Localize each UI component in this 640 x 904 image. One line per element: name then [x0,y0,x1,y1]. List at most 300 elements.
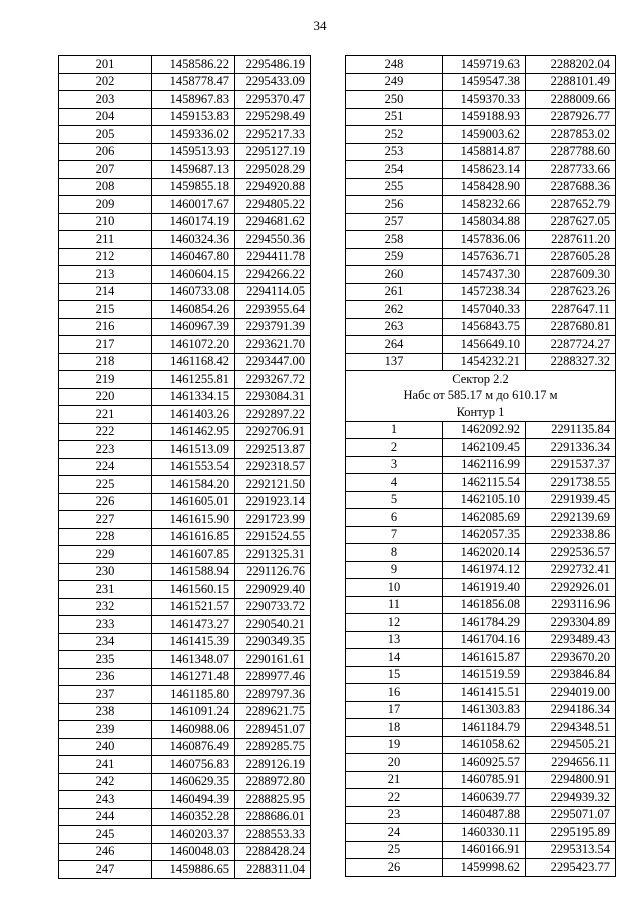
x-coordinate-cell: 1460203.37 [152,826,235,844]
y-coordinate-cell: 2287627.05 [526,213,616,231]
point-number-cell: 17 [346,701,443,719]
y-coordinate-cell: 2294019.00 [526,684,616,702]
y-coordinate-cell: 2294186.34 [526,701,616,719]
table-row [59,143,311,161]
point-number-cell: 217 [59,336,152,354]
y-coordinate-cell: 2291325.31 [235,546,311,564]
x-coordinate-cell: 1460048.03 [152,843,235,861]
point-number-cell: 233 [59,616,152,634]
x-coordinate-cell: 1460352.28 [152,808,235,826]
x-coordinate-cell: 1459188.93 [443,108,526,126]
x-coordinate-cell: 1460925.57 [443,754,526,772]
point-number-cell: 247 [59,861,152,879]
y-coordinate-cell: 2288825.95 [235,791,311,809]
point-number-cell: 218 [59,353,152,371]
table-row [346,161,616,179]
x-coordinate-cell: 1461560.15 [152,581,235,599]
table-row [59,581,311,599]
table-row [346,266,616,284]
x-coordinate-cell: 1459370.33 [443,91,526,109]
y-coordinate-cell: 2287609.30 [526,266,616,284]
point-number-cell: 206 [59,143,152,161]
y-coordinate-cell: 2291135.84 [526,421,616,439]
x-coordinate-cell: 1457238.34 [443,283,526,301]
y-coordinate-cell: 2294800.91 [526,771,616,789]
table-row [59,126,311,144]
table-row [346,143,616,161]
x-coordinate-cell: 1461255.81 [152,371,235,389]
x-coordinate-cell: 1459003.62 [443,126,526,144]
table-row [346,561,616,579]
x-coordinate-cell: 1461072.20 [152,336,235,354]
x-coordinate-cell: 1460733.08 [152,283,235,301]
table-row [346,283,616,301]
point-number-cell: 214 [59,283,152,301]
table-row [346,579,616,597]
x-coordinate-cell: 1459687.13 [152,161,235,179]
table-row [59,458,311,476]
y-coordinate-cell: 2292318.57 [235,458,311,476]
y-coordinate-cell: 2295298.49 [235,108,311,126]
y-coordinate-cell: 2294920.88 [235,178,311,196]
point-number-cell: 204 [59,108,152,126]
y-coordinate-cell: 2293791.39 [235,318,311,336]
table-row [346,213,616,231]
y-coordinate-cell: 2295028.29 [235,161,311,179]
table-row [59,178,311,196]
table-row [59,283,311,301]
point-number-cell: 263 [346,318,443,336]
x-coordinate-cell: 1461974.12 [443,561,526,579]
point-number-cell: 216 [59,318,152,336]
x-coordinate-cell: 1461303.83 [443,701,526,719]
y-coordinate-cell: 2295370.47 [235,91,311,109]
table-row [346,91,616,109]
y-coordinate-cell: 2292338.86 [526,526,616,544]
y-coordinate-cell: 2294681.62 [235,213,311,231]
table-row [59,388,311,406]
point-number-cell: 209 [59,196,152,214]
table-row [346,336,616,354]
point-number-cell: 264 [346,336,443,354]
point-number-cell: 207 [59,161,152,179]
table-row [346,126,616,144]
point-number-cell: 12 [346,614,443,632]
x-coordinate-cell: 1461616.85 [152,528,235,546]
table-row [59,108,311,126]
y-coordinate-cell: 2290161.61 [235,651,311,669]
point-number-cell: 212 [59,248,152,266]
x-coordinate-cell: 1459719.63 [443,56,526,74]
y-coordinate-cell: 2294348.51 [526,719,616,737]
x-coordinate-cell: 1461473.27 [152,616,235,634]
table-row [346,596,616,614]
right-coordinates-table [345,55,616,877]
table-row [59,476,311,494]
point-number-cell: 262 [346,301,443,319]
point-number-cell: 226 [59,493,152,511]
contour-label: Контур 1 [346,404,616,421]
table-row [346,318,616,336]
x-coordinate-cell: 1461919.40 [443,579,526,597]
table-row [59,773,311,791]
x-coordinate-cell: 1457040.33 [443,301,526,319]
height-range-label: Набс от 585.17 м до 610.17 м [346,388,616,405]
point-number-cell: 249 [346,73,443,91]
x-coordinate-cell: 1462115.54 [443,474,526,492]
point-number-cell: 242 [59,773,152,791]
table-row [59,791,311,809]
y-coordinate-cell: 2292706.91 [235,423,311,441]
left-coordinates-table [58,55,311,879]
x-coordinate-cell: 1461185.80 [152,686,235,704]
point-number-cell: 22 [346,789,443,807]
table-row [346,824,616,842]
table-row [346,353,616,371]
point-number-cell: 234 [59,633,152,651]
y-coordinate-cell: 2291126.76 [235,563,311,581]
x-coordinate-cell: 1460330.11 [443,824,526,842]
y-coordinate-cell: 2290540.21 [235,616,311,634]
table-row [59,493,311,511]
point-number-cell: 239 [59,721,152,739]
y-coordinate-cell: 2287652.79 [526,196,616,214]
table-row [346,859,616,877]
table-row [59,353,311,371]
x-coordinate-cell: 1457836.06 [443,231,526,249]
y-coordinate-cell: 2288311.04 [235,861,311,879]
table-row [59,668,311,686]
x-coordinate-cell: 1459886.65 [152,861,235,879]
y-coordinate-cell: 2294550.36 [235,231,311,249]
y-coordinate-cell: 2287926.77 [526,108,616,126]
point-number-cell: 252 [346,126,443,144]
table-row [346,509,616,527]
x-coordinate-cell: 1460876.49 [152,738,235,756]
y-coordinate-cell: 2293846.84 [526,666,616,684]
x-coordinate-cell: 1460629.35 [152,773,235,791]
table-row [59,213,311,231]
point-number-cell: 258 [346,231,443,249]
x-coordinate-cell: 1460756.83 [152,756,235,774]
table-row [59,266,311,284]
x-coordinate-cell: 1458623.14 [443,161,526,179]
y-coordinate-cell: 2288009.66 [526,91,616,109]
point-number-cell: 1 [346,421,443,439]
point-number-cell: 230 [59,563,152,581]
y-coordinate-cell: 2292897.22 [235,406,311,424]
x-coordinate-cell: 1461584.20 [152,476,235,494]
y-coordinate-cell: 2293670.20 [526,649,616,667]
table-row [346,544,616,562]
table-row [346,736,616,754]
point-number-cell: 244 [59,808,152,826]
table-row [59,73,311,91]
point-number-cell: 24 [346,824,443,842]
table-row [59,91,311,109]
point-number-cell: 18 [346,719,443,737]
x-coordinate-cell: 1461403.26 [152,406,235,424]
point-number-cell: 11 [346,596,443,614]
table-row [346,806,616,824]
point-number-cell: 236 [59,668,152,686]
table-row [346,439,616,457]
x-coordinate-cell: 1458232.66 [443,196,526,214]
point-number-cell: 223 [59,441,152,459]
x-coordinate-cell: 1461168.42 [152,353,235,371]
point-number-cell: 237 [59,686,152,704]
y-coordinate-cell: 2287688.36 [526,178,616,196]
point-number-cell: 224 [59,458,152,476]
point-number-cell: 257 [346,213,443,231]
y-coordinate-cell: 2287853.02 [526,126,616,144]
section-title: Сектор 2.2 [346,371,616,388]
y-coordinate-cell: 2294939.32 [526,789,616,807]
table-row [59,808,311,826]
x-coordinate-cell: 1461091.24 [152,703,235,721]
y-coordinate-cell: 2287788.60 [526,143,616,161]
y-coordinate-cell: 2288101.49 [526,73,616,91]
point-number-cell: 26 [346,859,443,877]
point-number-cell: 6 [346,509,443,527]
point-number-cell: 2 [346,439,443,457]
point-number-cell: 248 [346,56,443,74]
x-coordinate-cell: 1458814.87 [443,143,526,161]
point-number-cell: 202 [59,73,152,91]
y-coordinate-cell: 2287611.20 [526,231,616,249]
point-number-cell: 256 [346,196,443,214]
y-coordinate-cell: 2289977.46 [235,668,311,686]
x-coordinate-cell: 1460017.67 [152,196,235,214]
table-row [346,474,616,492]
point-number-cell: 19 [346,736,443,754]
table-row [59,563,311,581]
point-number-cell: 235 [59,651,152,669]
x-coordinate-cell: 1462085.69 [443,509,526,527]
y-coordinate-cell: 2287605.28 [526,248,616,266]
table-row [59,511,311,529]
table-row [346,841,616,859]
x-coordinate-cell: 1461271.48 [152,668,235,686]
x-coordinate-cell: 1460639.77 [443,789,526,807]
point-number-cell: 215 [59,301,152,319]
point-number-cell: 254 [346,161,443,179]
y-coordinate-cell: 2288686.01 [235,808,311,826]
point-number-cell: 228 [59,528,152,546]
x-coordinate-cell: 1458967.83 [152,91,235,109]
section-title-row [346,371,616,388]
point-number-cell: 201 [59,56,152,74]
x-coordinate-cell: 1460166.91 [443,841,526,859]
y-coordinate-cell: 2288428.24 [235,843,311,861]
x-coordinate-cell: 1456649.10 [443,336,526,354]
table-row [346,178,616,196]
y-coordinate-cell: 2288202.04 [526,56,616,74]
x-coordinate-cell: 1462057.35 [443,526,526,544]
y-coordinate-cell: 2288553.33 [235,826,311,844]
x-coordinate-cell: 1457437.30 [443,266,526,284]
y-coordinate-cell: 2292121.50 [235,476,311,494]
point-number-cell: 241 [59,756,152,774]
y-coordinate-cell: 2293267.72 [235,371,311,389]
table-row [346,491,616,509]
table-row [59,423,311,441]
table-row [59,598,311,616]
x-coordinate-cell: 1461348.07 [152,651,235,669]
x-coordinate-cell: 1458586.22 [152,56,235,74]
x-coordinate-cell: 1461553.54 [152,458,235,476]
point-number-cell: 260 [346,266,443,284]
x-coordinate-cell: 1461615.87 [443,649,526,667]
point-number-cell: 225 [59,476,152,494]
x-coordinate-cell: 1458034.88 [443,213,526,231]
x-coordinate-cell: 1460174.19 [152,213,235,231]
point-number-cell: 15 [346,666,443,684]
table-row [59,441,311,459]
y-coordinate-cell: 2288327.32 [526,353,616,371]
x-coordinate-cell: 1461519.59 [443,666,526,684]
point-number-cell: 231 [59,581,152,599]
y-coordinate-cell: 2293084.31 [235,388,311,406]
table-row [346,108,616,126]
table-row [346,684,616,702]
point-number-cell: 137 [346,353,443,371]
x-coordinate-cell: 1461588.94 [152,563,235,581]
table-row [346,631,616,649]
x-coordinate-cell: 1461856.08 [443,596,526,614]
table-row [59,738,311,756]
point-number-cell: 20 [346,754,443,772]
point-number-cell: 251 [346,108,443,126]
x-coordinate-cell: 1460988.06 [152,721,235,739]
x-coordinate-cell: 1460324.36 [152,231,235,249]
y-coordinate-cell: 2295217.33 [235,126,311,144]
x-coordinate-cell: 1459998.62 [443,859,526,877]
point-number-cell: 229 [59,546,152,564]
y-coordinate-cell: 2289451.07 [235,721,311,739]
x-coordinate-cell: 1462109.45 [443,439,526,457]
table-row [346,526,616,544]
y-coordinate-cell: 2289797.36 [235,686,311,704]
point-number-cell: 227 [59,511,152,529]
y-coordinate-cell: 2294805.22 [235,196,311,214]
x-coordinate-cell: 1461415.39 [152,633,235,651]
table-row [59,56,311,74]
y-coordinate-cell: 2290349.35 [235,633,311,651]
y-coordinate-cell: 2293116.96 [526,596,616,614]
y-coordinate-cell: 2291738.55 [526,474,616,492]
table-row [346,248,616,266]
x-coordinate-cell: 1461184.79 [443,719,526,737]
x-coordinate-cell: 1459153.83 [152,108,235,126]
table-row [59,371,311,389]
point-number-cell: 205 [59,126,152,144]
table-row [346,649,616,667]
y-coordinate-cell: 2295433.09 [235,73,311,91]
y-coordinate-cell: 2287647.11 [526,301,616,319]
y-coordinate-cell: 2293447.00 [235,353,311,371]
x-coordinate-cell: 1460494.39 [152,791,235,809]
table-row [59,826,311,844]
table-row [346,789,616,807]
x-coordinate-cell: 1462020.14 [443,544,526,562]
point-number-cell: 13 [346,631,443,649]
x-coordinate-cell: 1461334.15 [152,388,235,406]
contour-row [346,404,616,421]
x-coordinate-cell: 1461058.62 [443,736,526,754]
point-number-cell: 21 [346,771,443,789]
point-number-cell: 8 [346,544,443,562]
y-coordinate-cell: 2294505.21 [526,736,616,754]
point-number-cell: 208 [59,178,152,196]
table-row [346,56,616,74]
point-number-cell: 210 [59,213,152,231]
table-row [59,546,311,564]
point-number-cell: 243 [59,791,152,809]
x-coordinate-cell: 1460487.88 [443,806,526,824]
y-coordinate-cell: 2290733.72 [235,598,311,616]
point-number-cell: 250 [346,91,443,109]
x-coordinate-cell: 1461615.90 [152,511,235,529]
height-range-row [346,388,616,405]
point-number-cell: 259 [346,248,443,266]
x-coordinate-cell: 1462092.92 [443,421,526,439]
x-coordinate-cell: 1461607.85 [152,546,235,564]
y-coordinate-cell: 2295071.07 [526,806,616,824]
x-coordinate-cell: 1461513.09 [152,441,235,459]
x-coordinate-cell: 1461415.51 [443,684,526,702]
y-coordinate-cell: 2291537.37 [526,456,616,474]
y-coordinate-cell: 2289126.19 [235,756,311,774]
table-row [59,318,311,336]
point-number-cell: 5 [346,491,443,509]
x-coordinate-cell: 1458778.47 [152,73,235,91]
point-number-cell: 7 [346,526,443,544]
y-coordinate-cell: 2293489.43 [526,631,616,649]
table-row [59,248,311,266]
point-number-cell: 253 [346,143,443,161]
y-coordinate-cell: 2289285.75 [235,738,311,756]
table-row [346,301,616,319]
point-number-cell: 25 [346,841,443,859]
point-number-cell: 14 [346,649,443,667]
point-number-cell: 211 [59,231,152,249]
point-number-cell: 23 [346,806,443,824]
x-coordinate-cell: 1460785.91 [443,771,526,789]
x-coordinate-cell: 1459547.38 [443,73,526,91]
x-coordinate-cell: 1461784.29 [443,614,526,632]
x-coordinate-cell: 1459336.02 [152,126,235,144]
x-coordinate-cell: 1457636.71 [443,248,526,266]
x-coordinate-cell: 1461605.01 [152,493,235,511]
table-row [346,771,616,789]
table-row [346,701,616,719]
point-number-cell: 3 [346,456,443,474]
table-row [346,73,616,91]
y-coordinate-cell: 2287733.66 [526,161,616,179]
point-number-cell: 240 [59,738,152,756]
y-coordinate-cell: 2295313.54 [526,841,616,859]
point-number-cell: 16 [346,684,443,702]
y-coordinate-cell: 2288972.80 [235,773,311,791]
y-coordinate-cell: 2292926.01 [526,579,616,597]
table-row [59,703,311,721]
y-coordinate-cell: 2291723.99 [235,511,311,529]
y-coordinate-cell: 2289621.75 [235,703,311,721]
y-coordinate-cell: 2294656.11 [526,754,616,772]
y-coordinate-cell: 2295195.89 [526,824,616,842]
y-coordinate-cell: 2293304.89 [526,614,616,632]
